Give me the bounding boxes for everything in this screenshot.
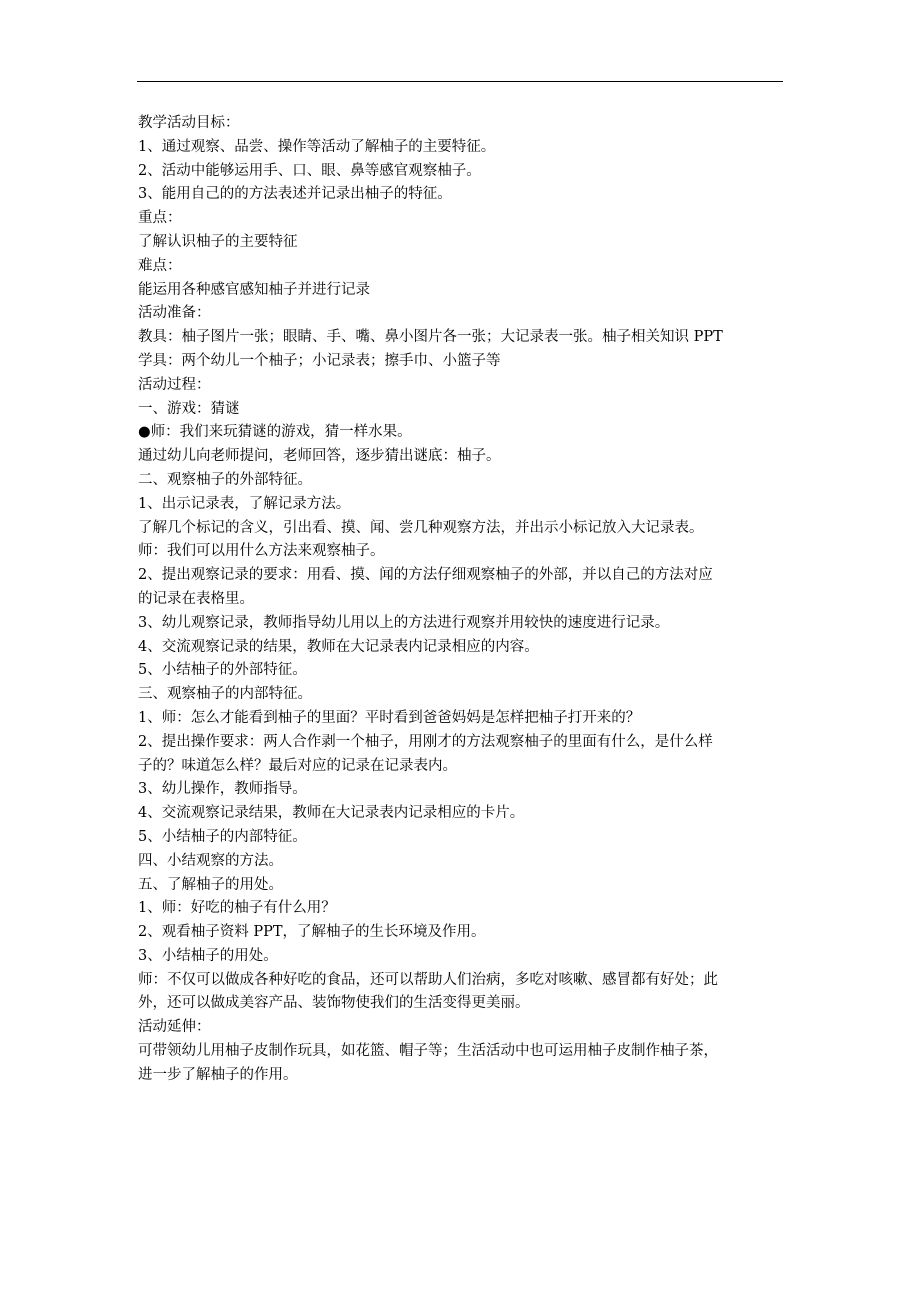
header-rule (137, 81, 783, 82)
key-heading: 重点： (138, 210, 182, 227)
prep-student-materials: 学具：两个幼儿一个柚子；小记录表；擦手巾、小篮子等 (138, 352, 501, 369)
section-line: 5、小结柚子的外部特征。 (138, 662, 307, 679)
extension-text: 可带领幼儿用柚子皮制作玩具，如花篮、帽子等；生活活动中也可运用柚子皮制作柚子茶， (138, 1043, 718, 1060)
section-line: 2、观看柚子资料 PPT，了解柚子的生长环境及作用。 (138, 924, 486, 941)
section-line: 子的？味道怎么样？最后对应的记录在记录表内。 (138, 757, 457, 774)
section-title: 一、游戏：猜谜 (138, 400, 240, 417)
goals-heading: 教学活动目标： (138, 115, 240, 131)
section-line: 1、师：怎么才能看到柚子的里面？平时看到爸爸妈妈是怎样把柚子打开来的？ (138, 709, 641, 726)
section-line: 1、师：好吃的柚子有什么用？ (138, 900, 336, 917)
section-line: 3、幼儿观察记录，教师指导幼儿用以上的方法进行观察并用较快的速度进行记录。 (138, 614, 670, 631)
section-line: 4、交流观察记录的结果，教师在大记录表内记录相应的内容。 (138, 638, 539, 655)
document-body (138, 112, 786, 1088)
goal-item: 3、能用自己的的方法表述并记录出柚子的特征。 (138, 186, 452, 203)
section-title: 四、小结观察的方法。 (138, 852, 283, 869)
section-line: 师：我们可以用什么方法来观察柚子。 (138, 543, 385, 560)
section-title: 五、了解柚子的用处。 (138, 876, 283, 893)
extension-heading: 活动延伸： (138, 1019, 211, 1036)
prep-heading: 活动准备： (138, 305, 211, 322)
goal-item: 1、通过观察、品尝、操作等活动了解柚子的主要特征。 (138, 138, 496, 155)
section-line: 外，还可以做成美容产品、装饰物使我们的生活变得更美丽。 (138, 995, 530, 1012)
process-heading: 活动过程： (138, 376, 211, 393)
key-text: 了解认识柚子的主要特征 (138, 233, 298, 250)
section-line: 2、提出观察记录的要求：用看、摸、闻的方法仔细观察柚子的外部，并以自己的方法对应 (138, 567, 713, 584)
goal-item: 2、活动中能够运用手、口、眼、鼻等感官观察柚子。 (138, 162, 481, 179)
section-line: 通过幼儿向老师提问，老师回答，逐步猜出谜底：柚子。 (138, 448, 501, 465)
section-line: 了解几个标记的含义，引出看、摸、闻、尝几种观察方法，并出示小标记放入大记录表。 (138, 519, 704, 536)
section-line: 1、出示记录表，了解记录方法。 (138, 495, 351, 512)
extension-text: 进一步了解柚子的作用。 (138, 1066, 298, 1083)
section-title: 三、观察柚子的内部特征。 (138, 686, 312, 703)
difficulty-heading: 难点： (138, 257, 182, 274)
section-line: 师：不仅可以做成各种好吃的食品，还可以帮助人们治病，多吃对咳嗽、感冒都有好处；此 (138, 971, 718, 988)
section-line: 的记录在表格里。 (138, 590, 254, 607)
section-title: 二、观察柚子的外部特征。 (138, 471, 312, 488)
section-line: 3、小结柚子的用处。 (138, 947, 278, 964)
prep-teacher-materials: 教具：柚子图片一张；眼睛、手、嘴、鼻小图片各一张；大记录表一张。柚子相关知识 PPT (138, 329, 723, 346)
section-line: 3、幼儿操作，教师指导。 (138, 781, 307, 798)
section-line: ●师：我们来玩猜谜的游戏，猜一样水果。 (138, 424, 412, 441)
section-line: 2、提出操作要求：两人合作剥一个柚子，用刚才的方法观察柚子的里面有什么，是什么样 (138, 733, 713, 750)
section-line: 4、交流观察记录结果，教师在大记录表内记录相应的卡片。 (138, 805, 525, 822)
difficulty-text: 能运用各种感官感知柚子并进行记录 (138, 281, 370, 298)
section-line: 5、小结柚子的内部特征。 (138, 828, 307, 845)
